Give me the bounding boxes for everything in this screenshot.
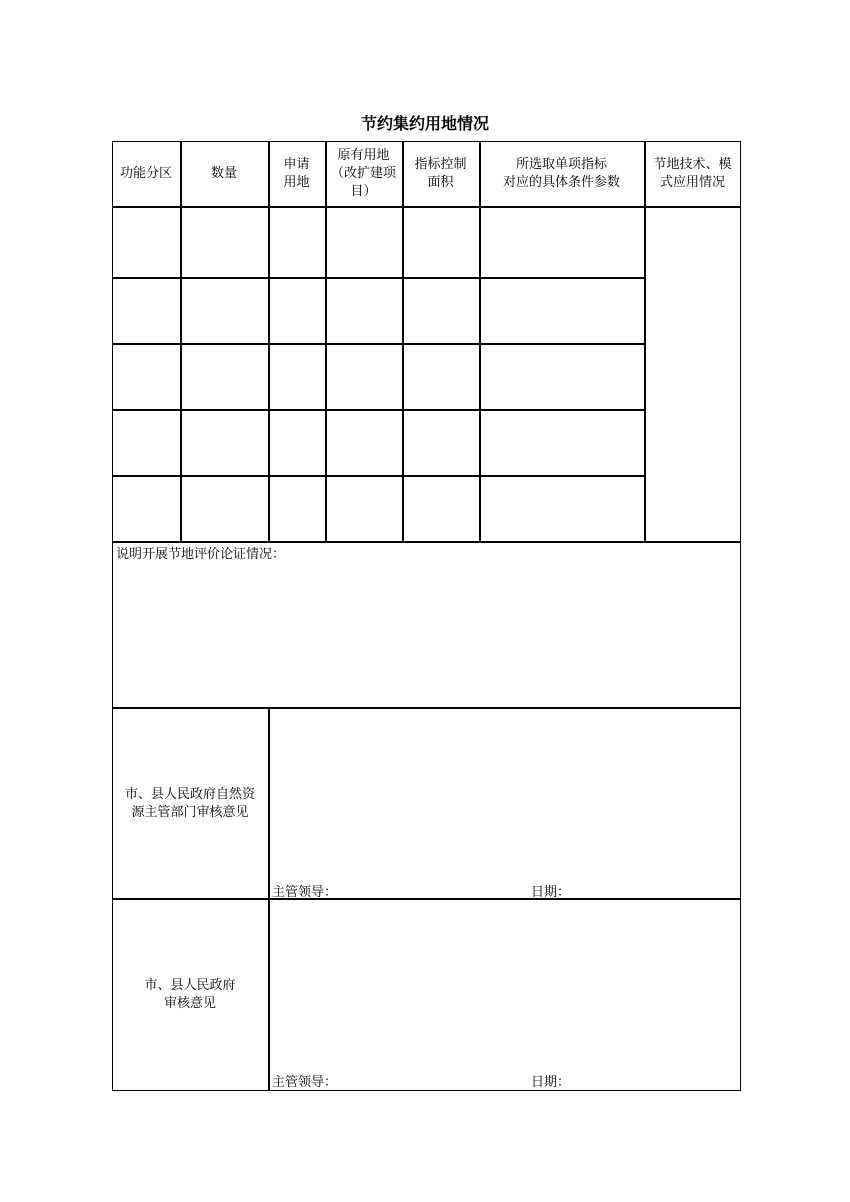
table-row (112, 277, 645, 343)
review1-date-label: 日期： (531, 885, 571, 900)
review1-label: 市、县人民政府自然资 源主管部门审核意见 (124, 787, 255, 820)
header-control-area: 指标控制 面积 (414, 157, 467, 190)
review1-bottom-line (112, 898, 741, 900)
table-row (112, 409, 645, 475)
review2-date-label: 日期： (531, 1075, 571, 1090)
header-quantity: 数量 (210, 166, 237, 181)
review1-leader-label: 主管领导： (272, 885, 338, 900)
review2-leader-label: 主管领导： (272, 1075, 338, 1090)
header-applied-land: 申请 用地 (283, 157, 310, 190)
page-title: 节约集约用地情况 (360, 114, 489, 133)
evaluation-bottom-line (112, 707, 741, 709)
table-row (112, 343, 645, 409)
review-divider-line (268, 707, 270, 1091)
grid-bottom-line (112, 541, 741, 543)
review2-label: 市、县人民政府 审核意见 (144, 978, 236, 1011)
header-condition-params: 所选取单项指标 对应的具体条件参数 (502, 157, 620, 190)
header-land-saving-tech: 节地技术、模 式应用情况 (653, 157, 732, 190)
table-row (112, 475, 645, 541)
land-saving-tech-cell (644, 206, 741, 541)
header-function-zone: 功能分区 (119, 166, 172, 181)
evaluation-label: 说明开展节地评价论证情况： (116, 547, 286, 562)
header-existing-land: 原有用地 （改扩建项 目） (330, 148, 396, 199)
table-row (112, 206, 645, 277)
